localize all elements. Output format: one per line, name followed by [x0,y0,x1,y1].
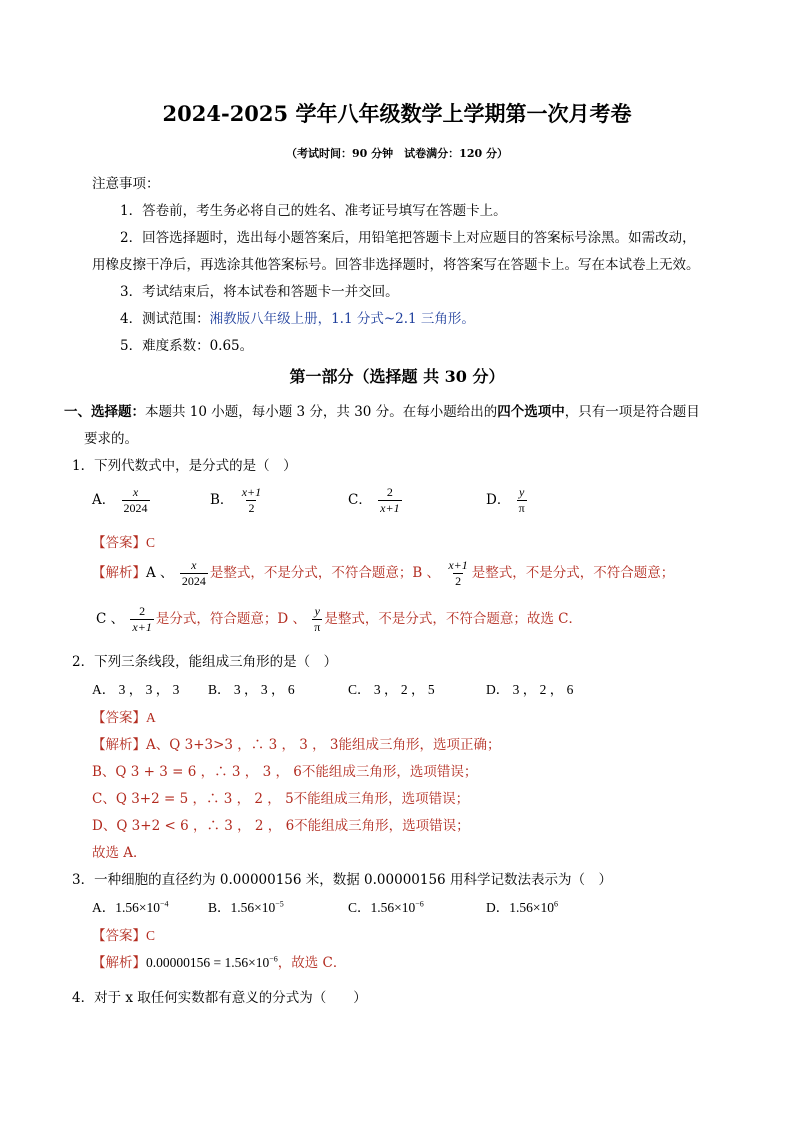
q3-option-a-exp: −4 [160,899,169,909]
q1-analysis-a1: A 、 [146,565,174,581]
q3-option-d-base: 1.56×10 [509,900,554,915]
q1-answer-tag: 【答案】 [92,535,146,551]
q1-answer-value: C [146,535,156,550]
q1-analysis-frac-a-num: x [191,558,197,572]
q3-answer-tag: 【答案】 [92,928,146,944]
note-2-cont: 用橡皮擦干净后，再选涂其他答案标号。回答非选择题时，将答案写在答题卡上。写在本试卷上无效。 [92,257,700,273]
note-1: 1．答卷前，考生务必将自己的姓名、准考证号填写在答题卡上。 [120,203,507,219]
q3-analysis [92,951,346,971]
q1-frac-b [240,485,263,516]
q2-answer [92,706,156,726]
q2-option-b: B． 3 ， 3 ， 6 [208,682,295,697]
q1-analysis-frac-b-den: 2 [455,574,462,588]
q2-analysis-text-1: A、Q 3+3>3 ，∴ 3 ， 3 ， 3能组成三角形，选项正确； [146,737,501,753]
note-4 [120,307,475,327]
instr-label: 一、选择题： [64,404,145,420]
note-2: 2．回答选择题时，选出每小题答案后，用铅笔把答题卡上对应题目的答案标号涂黑。如需改动， [120,230,696,246]
q1-analysis-frac-c-num: 2 [139,604,146,618]
q1-frac-d [517,485,527,516]
q3-option-a [92,896,169,916]
q1-analysis-a6: 是整式，不是分式，不符合题意；故选 C． [324,611,582,627]
q3-answer [92,924,155,944]
q3-option-c-exp: −6 [415,899,424,909]
q3-option-d [486,896,558,916]
q2-stem: 2．下列三条线段，能组成三角形的是（ ） [72,654,338,670]
q1-frac-d-den: π [518,501,525,515]
q1-analysis-a4: C 、 [96,611,125,627]
q3-option-b-exp: −5 [275,899,284,909]
q1-frac-b-num: x+1 [241,485,262,499]
note-4-textbook: 湘教版八年级上册， [209,311,332,327]
note-4-range: 1.1 分式~2.1 三角形。 [331,311,475,327]
q3-option-d-label: D． [486,900,510,915]
q2-answer-tag: 【答案】 [92,710,146,726]
q1-frac-a-den: 2024 [123,501,148,515]
q1-stem: 1．下列代数式中，是分式的是（ ） [72,458,297,474]
q1-frac-a [122,485,150,516]
q4-stem: 4．对于 x 取任何实数都有意义的分式为（ ） [72,990,367,1006]
q2-analysis-line-1 [92,733,501,753]
q3-analysis-tag: 【解析】 [92,955,146,971]
q3-analysis-exp: −6 [269,954,278,964]
q1-option-a-label: A． [92,492,116,508]
q1-frac-c-num: 2 [386,485,393,499]
q1-analysis-line-2 [96,604,582,635]
q1-frac-d-num: y [518,485,525,499]
q3-option-b-base: 1.56×10 [230,900,276,915]
q2-analysis-line-4: D、Q 3+2 < 6 ，∴ 3 ， 2 ， 6不能组成三角形，选项错误； [92,818,470,834]
q3-option-b [208,896,284,916]
q1-answer [92,531,155,551]
q3-option-c [348,896,424,916]
q3-option-a-label: A． [92,900,116,915]
q2-option-d: D． 3 ， 2 ， 6 [486,682,574,697]
q1-analysis-a5: 是分式，符合题意；D 、 [155,611,306,627]
section-title: 第一部分（选择题 共 30 分） [289,367,505,386]
q1-analysis-line-1 [92,558,674,589]
q1-option-c [348,485,404,516]
instr-text-2: ，只有一项是符合题目 [564,404,700,420]
q1-analysis-frac-d [312,604,322,635]
q2-analysis-line-5: 故选 A． [92,845,147,861]
exam-info: （考试时间：90 分钟 试卷满分：120 分） [286,147,508,160]
q3-answer-value: C [146,928,156,943]
q1-option-b [210,485,265,516]
q3-option-c-base: 1.56×10 [370,900,416,915]
q1-option-d-label: D． [486,492,511,508]
q3-option-d-exp: 6 [554,899,558,909]
q3-option-c-label: C． [348,900,371,915]
q1-analysis-frac-b [446,558,469,589]
instr-text: 本题共 10 小题，每小题 3 分，共 30 分。在每小题给出的 [145,404,498,420]
instr-cont: 要求的。 [84,431,138,447]
q2-option-c: C． 3 ， 2 ， 5 [348,682,435,697]
q2-answer-value: A [146,710,156,725]
q2-option-a: A． 3 ， 3 ， 3 [92,682,180,697]
q1-analysis-a2: 是整式，不是分式，不符合题意；B 、 [209,565,441,581]
note-5: 5．难度系数：0.65。 [120,338,254,354]
q2-analysis-line-2: B、Q 3 + 3 = 6 ，∴ 3 ， 3 ， 6不能组成三角形，选项错误； [92,764,478,780]
q1-option-b-label: B． [210,492,234,508]
q1-analysis-frac-a-den: 2024 [181,574,206,588]
q1-analysis-frac-b-num: x+1 [448,558,468,572]
q3-analysis-expr: 0.00000156 = 1.56×10 [146,955,270,970]
q1-option-c-label: C． [348,492,372,508]
page-title: 2024-2025 学年八年级数学上学期第一次月考卷 [162,101,632,126]
notes-heading: 注意事项： [92,176,160,192]
q1-option-a [92,485,152,516]
q1-analysis-frac-c [130,604,153,635]
q1-analysis-tag: 【解析】 [92,565,146,581]
q1-analysis-a3: 是整式，不是分式，不符合题意； [471,565,675,581]
note-4-label: 4．测试范围： [120,311,210,327]
section-instructions [64,400,700,420]
q1-analysis-frac-a [180,558,208,589]
q1-frac-b-den: 2 [248,501,255,515]
q3-option-a-base: 1.56×10 [115,900,160,915]
q3-analysis-conclusion: ，故选 C． [277,955,347,971]
q2-analysis-tag: 【解析】 [92,737,146,753]
q3-stem: 3．一种细胞的直径约为 0.00000156 米，数据 0.00000156 用科学记数法表示为（ ） [72,872,612,888]
q1-frac-c [378,485,401,516]
q1-frac-a-num: x [132,485,139,499]
instr-emphasis: 四个选项中 [497,404,565,420]
q2-analysis-line-3: C、Q 3+2 = 5 ，∴ 3 ， 2 ， 5不能组成三角形，选项错误； [92,791,470,807]
q1-analysis-frac-d-den: π [314,620,321,634]
note-3: 3．考试结束后，将本试卷和答题卡一并交回。 [120,284,399,300]
q3-option-b-label: B． [208,900,231,915]
q1-analysis-frac-d-num: y [314,604,320,618]
q1-frac-c-den: x+1 [380,501,400,515]
q1-option-d [486,485,529,516]
q1-analysis-frac-c-den: x+1 [132,620,152,634]
